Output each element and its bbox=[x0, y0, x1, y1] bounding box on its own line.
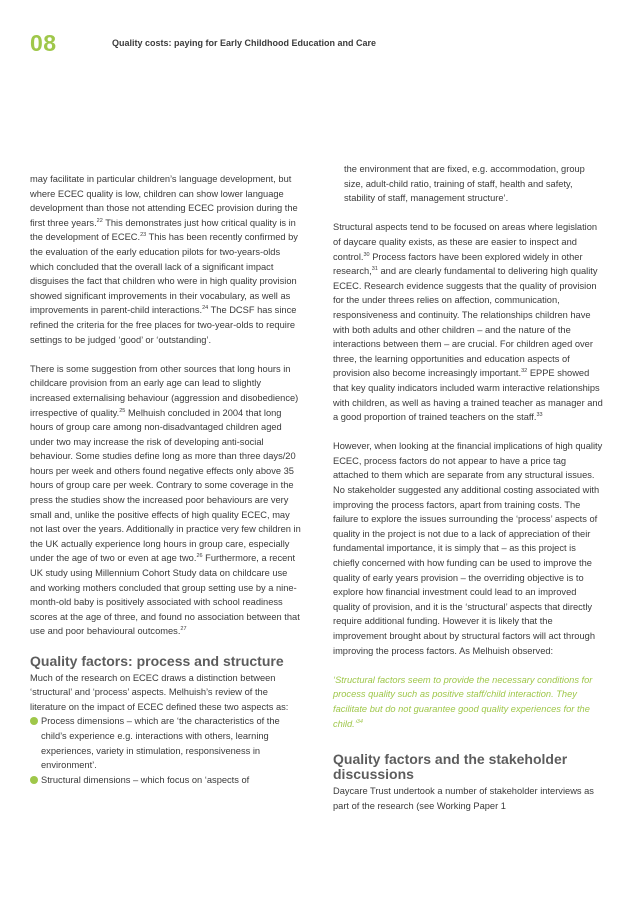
paragraph: However, when looking at the financial implications of high quality ECEC, process factors do not appear to have a price tag attached to them which are separate from any structural issues. No stakeholder suggested any additional costing associated with improving the process factors, apart from training costs. The failure to explore the issues surrounding the ‘process’ aspects of quality in the project is not due to a lack of appreciation of their fundamental importance, it is simply that – as this project is chiefly concerned with how funding can be used to improve the quality of early years provision – the overriding objective is to explore how financial investment could lead to an improved quality of provision, and it is the ‘structural’ aspects that directly require additional funding. However it is likely that the improvement brought about by structural factors will act through improving the process factors. As Melhuish observed: bbox=[333, 441, 603, 656]
footnote-ref: 27 bbox=[180, 626, 187, 633]
paragraph: may facilitate in particular children’s language development, but where ECEC quality is low, children can show lower language development than those not attending ECEC provision during the first three years.$^{22}$ This demonstrates just how critical quality is in the development of ECEC.$^{23}$ This has been recently confirmed by the evaluation of the early education pilots for two-years-olds which concluded that the overall lack of a significant impact disguises the fact that children who were in high quality provision showed significant improvements in their vocabulary, as well as improvements in parent-child interactions.$^{24}$ The DCSF has since refined the criteria for the free places for two-year-olds to require settings to be judged ‘good’ or ‘outstanding’. bbox=[30, 174, 298, 345]
footnote-ref: 32 bbox=[521, 368, 528, 375]
footnote-ref: 34 bbox=[356, 718, 363, 725]
bullet-dot-icon bbox=[30, 717, 38, 725]
paragraph: Daycare Trust undertook a number of stakeholder interviews as part of the research (see Working Paper 1 bbox=[333, 786, 594, 811]
footnote-ref: 26 bbox=[196, 553, 203, 560]
paragraph: There is some suggestion from other sources that long hours in childcare provision from an early age can lead to slightly increased externalising behaviour (aggression and disobedience) irrespective of quality.$^{25}$ Melhuish concluded in 2004 that long hours of group care among non-disadvantaged children aged under two may increase the risk of developing anti-social behaviour. Some studies define long as more than three days/20 hours per week and others found negative effects only above 35 hours of group care per week. Contrary to some coverage in the press the studies show the increased poor behaviours are very small and, unlike the positive effects of high quality ECEC, may not last over the years. Additionally in practice very few children in the UK actually experience long hours in group care, especially under the age of two or even at age two.$^{26}$ Furthermore, a recent UK study using Millennium Cohort Study data on childcare use and working mothers concluded that group setting use by a nine-month-old baby is positively associated with school readiness scores at the age of three, and found no association between that use and poor behavioural outcomes.$^{27}$ bbox=[30, 363, 301, 637]
page-number: 08 bbox=[30, 30, 57, 56]
page-header bbox=[30, 30, 610, 56]
quotation: ‘Structural factors seem to provide the necessary conditions for process quality such as positive staff/child interaction. They facilitate but do not guarantee good quality experiences for the child.’$^{34}$ bbox=[333, 674, 593, 729]
section-heading: Quality factors and the stakeholder discussions bbox=[333, 751, 568, 783]
footnote-ref: 30 bbox=[363, 251, 370, 258]
left-column bbox=[30, 172, 301, 787]
footnote-ref: 31 bbox=[371, 266, 378, 273]
bullet-dot-icon bbox=[30, 776, 38, 784]
list-item: Structural dimensions – which focus on ‘aspects of bbox=[30, 773, 301, 788]
list-item: Process dimensions – which are ‘the characteristics of the child’s experience e.g. interactions with others, learning experiences, variety in stimulation, responsiveness in environment’. bbox=[30, 714, 301, 772]
section-heading: Quality factors: process and structure bbox=[30, 652, 284, 669]
right-column bbox=[333, 162, 604, 813]
footnote-ref: 33 bbox=[536, 412, 543, 418]
bullet-list bbox=[30, 714, 301, 787]
footnote-ref: 25 bbox=[119, 407, 126, 414]
footnote-ref: 22 bbox=[96, 217, 103, 224]
running-title: Quality costs: paying for Early Childhood Education and Care bbox=[112, 38, 377, 48]
footnote-ref: 23 bbox=[140, 232, 147, 239]
paragraph: Structural aspects tend to be focused on areas where legislation of daycare quality exists, as these are easier to inspect and control.$^{30}$ Process factors have been explored widely in other research,$^{31}$ and are clearly fundamental to delivering high quality ECEC. Research evidence suggests that the quality of provision for the under threes relies on affection, communication, responsiveness and continuity. The relationships children have with both adults and other children – and the nature of the interactions between them – are crucial. For children aged over three, the learning opportunities and education aspects of provision also become increasingly important.$^{32}$ EPPE showed that key quality indicators included warm interactive relationships with children, as well as having a trained teacher as manager and a good proportion of trained teachers on the staff.$^{33}$ bbox=[333, 222, 603, 423]
bullet-continuation: the environment that are fixed, e.g. accommodation, group size, adult-child ratio, training of staff, health and safety, stability of staff, management structure’. bbox=[344, 164, 585, 204]
paragraph: Much of the research on ECEC draws a distinction between ‘structural’ and ‘process’ aspects. Melhuish’s review of the literature on the impact of ECEC defined these two aspects as: bbox=[30, 672, 289, 712]
footnote-ref: 24 bbox=[202, 305, 209, 312]
